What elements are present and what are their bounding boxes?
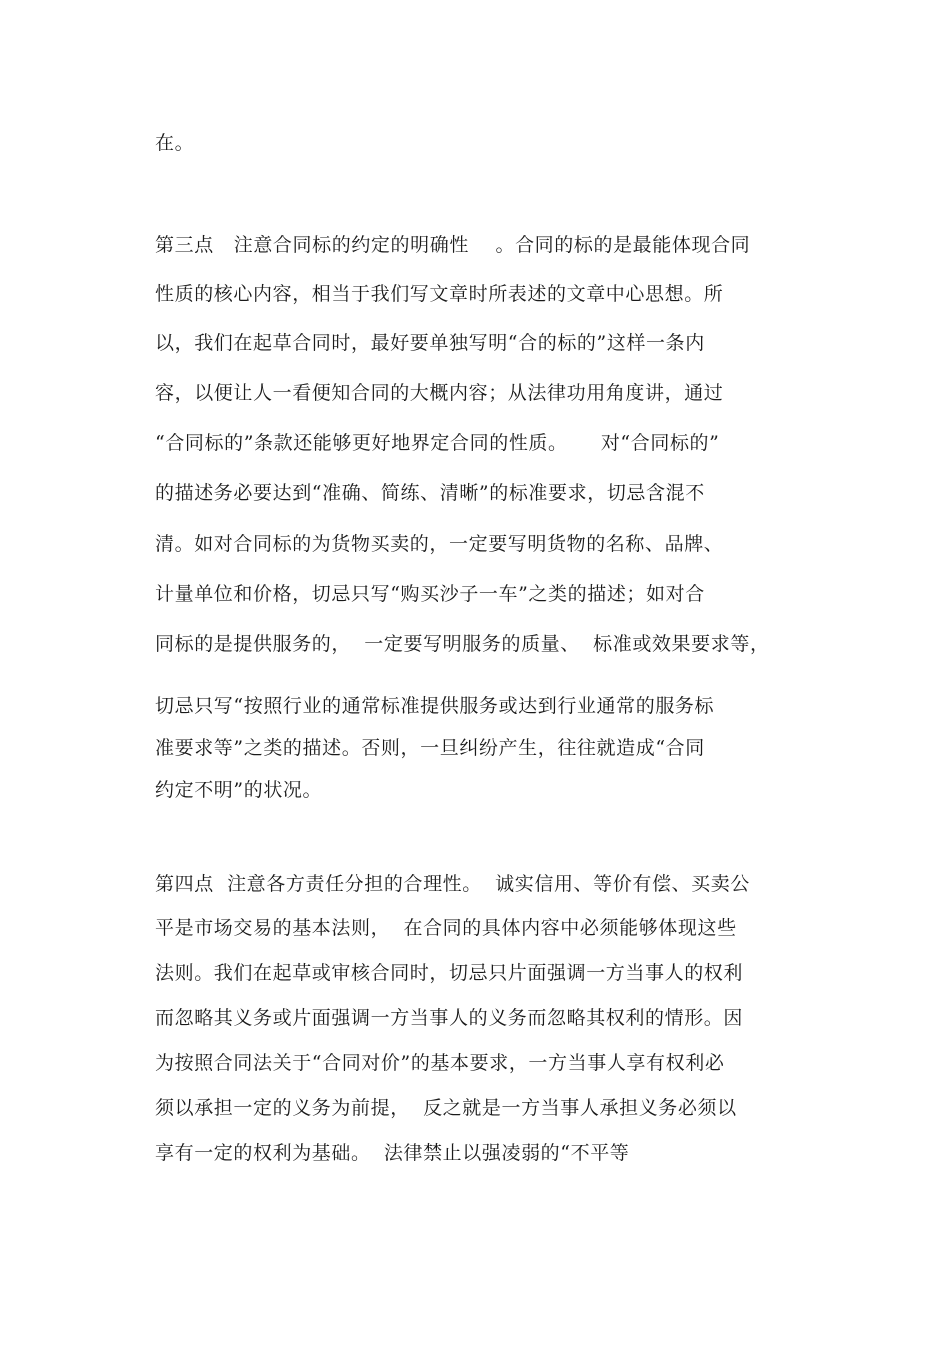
- text-line: 同标的是提供服务的， 一定要写明服务的质量、 标准或效果要求等，: [155, 633, 770, 655]
- text-line: 而忽略其义务或片面强调一方当事人的义务而忽略其权利的情形。因: [155, 1007, 744, 1029]
- text-line: 为按照合同法关于“合同对价”的基本要求，一方当事人享有权利必: [155, 1052, 725, 1074]
- text-line: 计量单位和价格，切忌只写“购买沙子一车”之类的描述；如对合: [155, 583, 705, 605]
- text-line: 性质的核心内容，相当于我们写文章时所表述的文章中心思想。所: [155, 283, 724, 305]
- text-line: 清。如对合同标的为货物买卖的，一定要写明货物的名称、品牌、: [155, 533, 724, 555]
- text-line: 容，以便让人一看便知合同的大概内容；从法律功用角度讲，通过: [155, 382, 724, 404]
- text-line: 法则。我们在起草或审核合同时，切忌只片面强调一方当事人的权利: [155, 962, 744, 984]
- text-line: 第四点 注意各方责任分担的合理性。 诚实信用、等价有偿、买卖公: [155, 873, 750, 895]
- text-line: 约定不明”的状况。: [155, 779, 323, 801]
- text-line: 须以承担一定的义务为前提， 反之就是一方当事人承担义务必须以: [155, 1097, 737, 1119]
- text-line: “合同标的”条款还能够更好地界定合同的性质。 对“合同标的”: [155, 432, 720, 454]
- text-line: 平是市场交易的基本法则， 在合同的具体内容中必须能够体现这些: [155, 917, 737, 939]
- text-line: 在。: [155, 132, 195, 154]
- text-line: 享有一定的权利为基础。 法律禁止以强凌弱的“不平等: [155, 1142, 630, 1164]
- text-line: 第三点 注意合同标的约定的明确性 。合同的标的是最能体现合同: [155, 234, 751, 256]
- text-line: 的描述务必要达到“准确、简练、清晰”的标准要求，切忌含混不: [155, 482, 705, 504]
- text-line: 以，我们在起草合同时，最好要单独写明“合的标的”这样一条内: [155, 332, 705, 354]
- text-line: 切忌只写“按照行业的通常标准提供服务或达到行业通常的服务标: [155, 695, 715, 717]
- text-line: 准要求等”之类的描述。否则，一旦纠纷产生，往往就造成“合同: [155, 737, 705, 759]
